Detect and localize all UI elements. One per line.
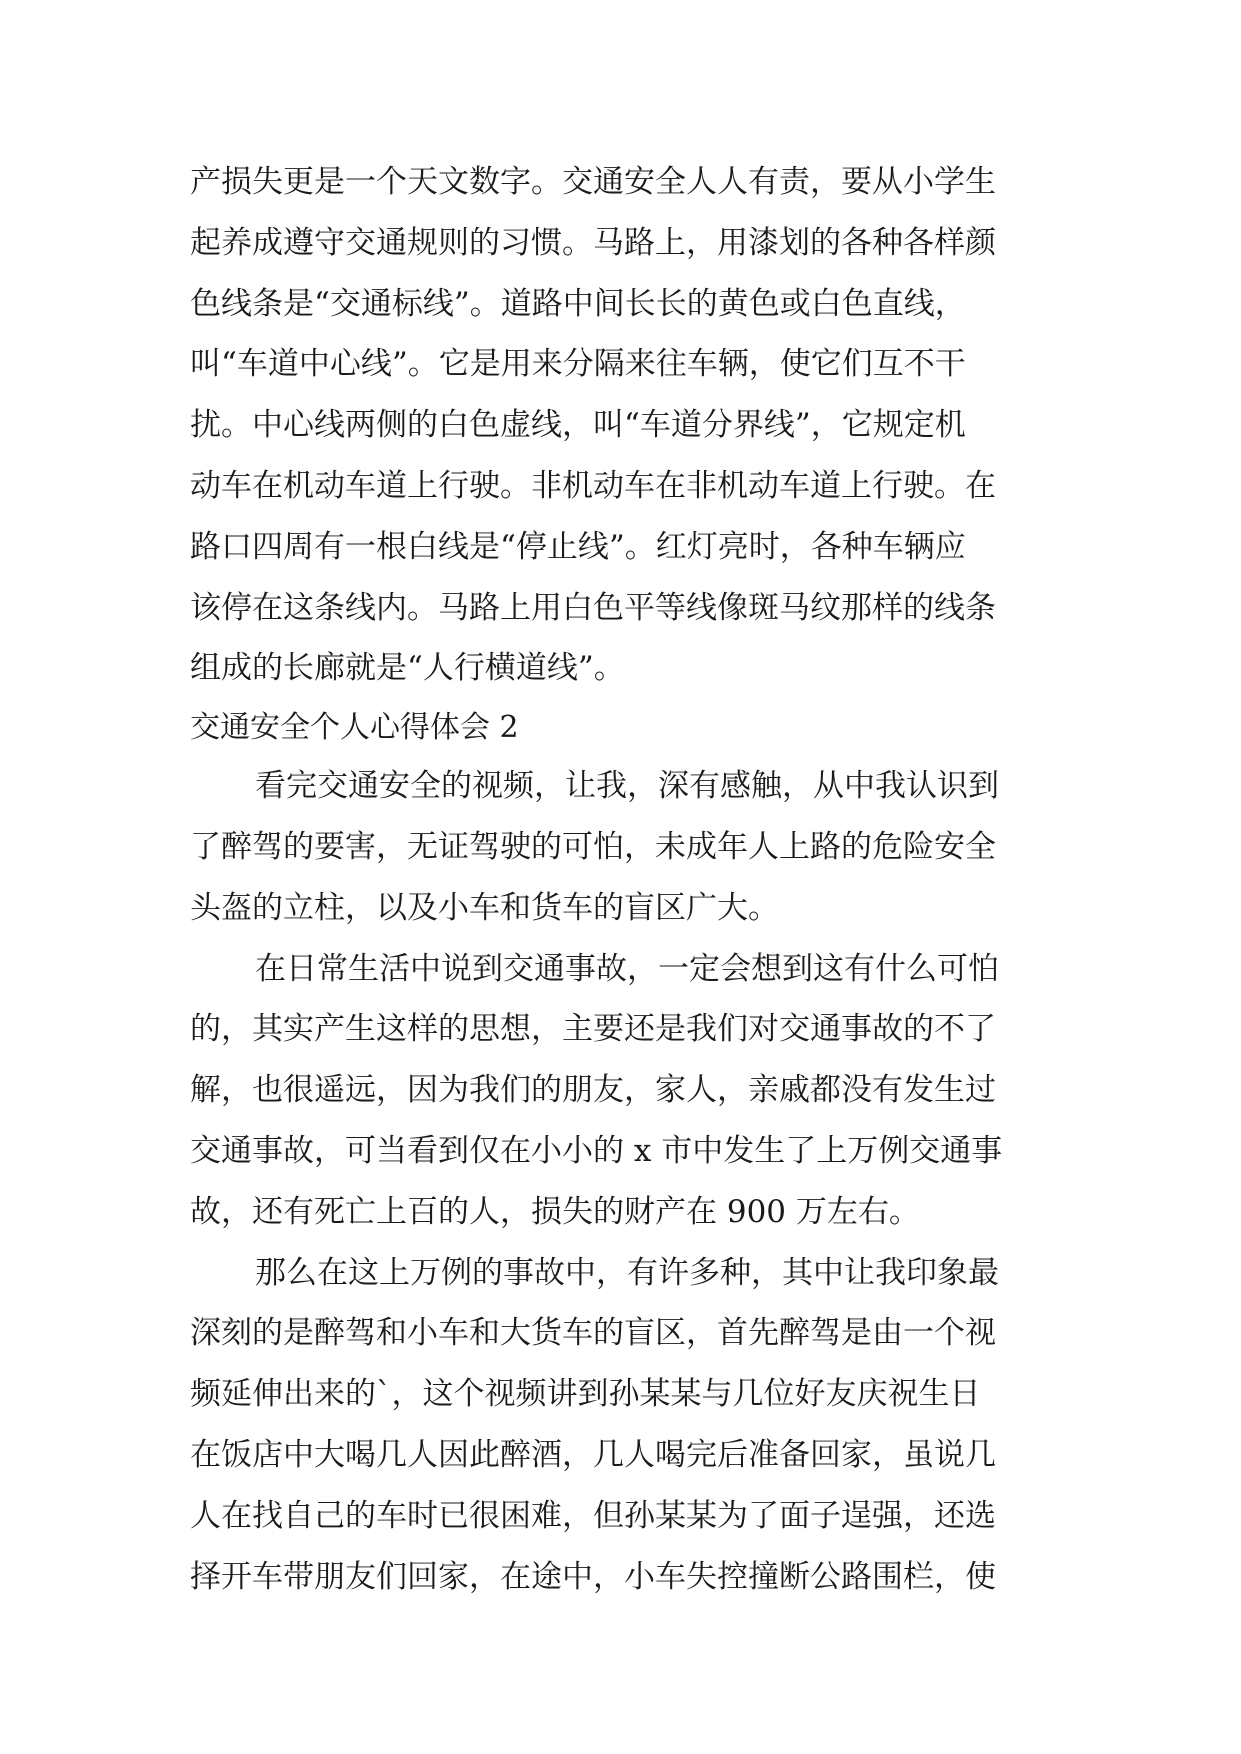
text-line: 在日常生活中说到交通事故，一定会想到这有什么可怕 bbox=[255, 950, 999, 987]
text-line: 频延伸出来的`，这个视频讲到孙某某与几位好友庆祝生日 bbox=[190, 1376, 981, 1413]
paragraph-1 bbox=[190, 152, 1060, 699]
text-line: 的，其实产生这样的思想，主要还是我们对交通事故的不了 bbox=[190, 1011, 996, 1048]
text-line: 该停在这条线内。马路上用白色平等线像斑马纹那样的线条 bbox=[190, 589, 996, 626]
text-line: 路口四周有一根白线是“停止线”。红灯亮时，各种车辆应 bbox=[190, 528, 966, 565]
text-line: 人在找自己的车时已很困难，但孙某某为了面子逞强，还选 bbox=[190, 1497, 996, 1534]
text-line: 看完交通安全的视频，让我，深有感触，从中我认识到 bbox=[255, 768, 999, 805]
paragraph-3 bbox=[190, 939, 1060, 1243]
text-line: 那么在这上万例的事故中，有许多种，其中让我印象最 bbox=[255, 1254, 999, 1291]
text-line: 解，也很遥远，因为我们的朋友，家人，亲戚都没有发生过 bbox=[190, 1072, 996, 1109]
text-line: 故，还有死亡上百的人，损失的财产在 900 万左右。 bbox=[190, 1193, 920, 1230]
text-line: 了醉驾的要害，无证驾驶的可怕，未成年人上路的危险安全 bbox=[190, 828, 996, 865]
text-line: 起养成遵守交通规则的习惯。马路上，用漆划的各种各样颜 bbox=[190, 224, 996, 261]
text-line: 产损失更是一个天文数字。交通安全人人有责，要从小学生 bbox=[190, 164, 996, 200]
text-line: 深刻的是醉驾和小车和大货车的盲区，首先醉驾是由一个视 bbox=[190, 1315, 996, 1352]
text-line: 组成的长廊就是“人行横道线”。 bbox=[190, 650, 625, 687]
paragraph-4 bbox=[190, 1243, 1060, 1608]
text-line: 头盔的立柱，以及小车和货车的盲区广大。 bbox=[190, 889, 779, 926]
section-heading: 交通安全个人心得体会 2 bbox=[190, 710, 519, 746]
text-line: 色线条是“交通标线”。道路中间长长的黄色或白色直线， bbox=[190, 285, 966, 322]
text-line: 叫“车道中心线”。它是用来分隔来往车辆，使它们互不干 bbox=[190, 346, 966, 383]
text-line: 扰。中心线两侧的白色虚线，叫“车道分界线”，它规定机 bbox=[190, 407, 966, 444]
text-line: 在饭店中大喝几人因此醉酒，几人喝完后准备回家，虽说几 bbox=[190, 1436, 996, 1473]
paragraph-2 bbox=[190, 756, 1060, 938]
text-line: 交通事故，可当看到仅在小小的 x 市中发生了上万例交通事 bbox=[190, 1132, 1003, 1169]
text-line: 动车在机动车道上行驶。非机动车在非机动车道上行驶。在 bbox=[190, 467, 996, 504]
document-body bbox=[190, 152, 1060, 1607]
text-line: 择开车带朋友们回家，在途中，小车失控撞断公路围栏，使 bbox=[190, 1558, 996, 1595]
